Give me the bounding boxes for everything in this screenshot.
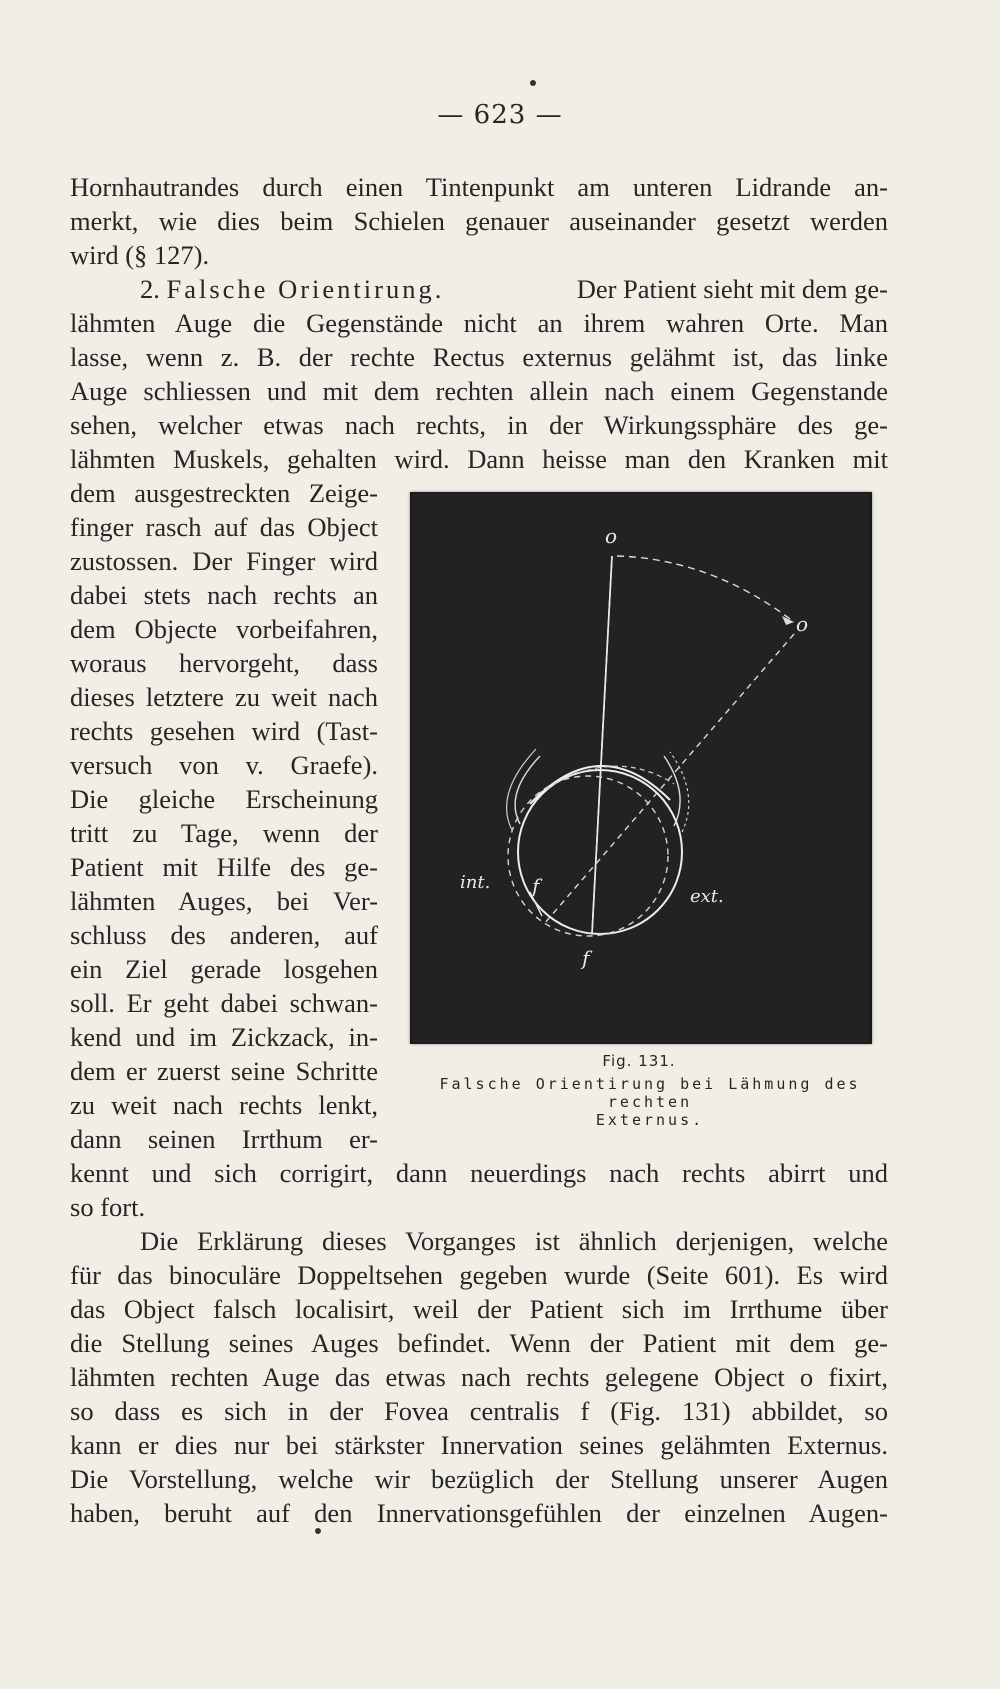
- paragraph-first-line: Die Erklärung dieses Vorganges ist ähnlich derjenigen, welche: [140, 1226, 888, 1256]
- text-line: kend und im Zickzack, in-: [70, 1022, 378, 1052]
- figure-number: Fig. 131.: [602, 1052, 676, 1070]
- text-line: sehen, welcher etwas nach rechts, in der Wirkungssphäre des ge-: [70, 410, 888, 440]
- text-line: rechts gesehen wird (Tast-: [70, 716, 378, 746]
- text-line: lähmten Muskels, gehalten wird. Dann heisse man den Kranken mit: [70, 444, 888, 474]
- text-line: lähmten Auges, bei Ver-: [70, 886, 378, 916]
- text-line: das Object falsch localisirt, weil der Patient sich im Irrthume über: [70, 1294, 888, 1324]
- muscle-externus: [664, 756, 680, 826]
- eye-diagram: [412, 494, 870, 1042]
- text-line: tritt zu Tage, wenn der: [70, 818, 378, 848]
- text-line: lähmten rechten Auge das etwas nach rechts gelegene Object o fixirt,: [70, 1362, 888, 1392]
- text-line: so fort.: [70, 1192, 146, 1222]
- text-line: kann er dies nur bei stärkster Innervation seines gelähmten Externus.: [70, 1430, 888, 1460]
- label-fovea-bottom: f: [582, 946, 590, 970]
- text-line: soll. Er geht dabei schwan-: [70, 988, 378, 1018]
- text-line: zu weit nach rechts lenkt,: [70, 1090, 378, 1120]
- text-line: ein Ziel gerade losgehen: [70, 954, 378, 984]
- text-line: wird (§ 127).: [70, 240, 210, 270]
- text-line: merkt, wie dies beim Schielen genauer auseinander gesetzt werden: [70, 206, 888, 236]
- text-line: schluss des anderen, auf: [70, 920, 378, 950]
- text-line: so dass es sich in der Fovea centralis f (Fig. 131) abbildet, so: [70, 1396, 888, 1426]
- text-line: woraus hervorgeht, dass: [70, 648, 378, 678]
- text-line: versuch von v. Graefe).: [70, 750, 378, 780]
- label-int: int.: [460, 872, 491, 893]
- text-line: Die Vorstellung, welche wir bezüglich der Stellung unserer Augen: [70, 1464, 888, 1494]
- section-number: 2.: [140, 274, 160, 304]
- label-object-true: o: [605, 524, 618, 548]
- eye-circle-dashed: [508, 776, 668, 936]
- text-line: haben, beruht auf den Innervationsgefühlen der einzelnen Augen-: [70, 1498, 888, 1528]
- section-heading: [140, 272, 444, 306]
- text-line: dann seinen Irrthum er-: [70, 1124, 378, 1154]
- ink-speck: [530, 80, 536, 86]
- text-line: lasse, wenn z. B. der rechte Rectus externus gelähmt ist, das linke: [70, 342, 888, 372]
- label-ext: ext.: [690, 886, 724, 907]
- figure-131: [410, 492, 872, 1044]
- visual-axis-line: [592, 556, 612, 934]
- caption-line: Falsche Orientirung bei Lähmung des rechten: [439, 1075, 861, 1111]
- text-line: dem er zuerst seine Schritte: [70, 1056, 378, 1086]
- text-line: die Stellung seines Auges befindet. Wenn der Patient mit dem ge-: [70, 1328, 888, 1358]
- text-line: Die gleiche Erscheinung: [70, 784, 378, 814]
- text-line: lähmten Auge die Gegenstände nicht an ihrem wahren Orte. Man: [70, 308, 888, 338]
- text-line: Patient mit Hilfe des ge-: [70, 852, 378, 882]
- text-line: Auge schliessen und mit dem rechten allein nach einem Gegenstande: [70, 376, 888, 406]
- caption-line: Externus.: [595, 1111, 705, 1129]
- page-number: — 623 —: [437, 100, 563, 130]
- muscle-internus-2: [507, 749, 536, 830]
- text-line: dieses letztere zu weit nach: [70, 682, 378, 712]
- rotation-arc: [617, 556, 794, 622]
- text-line: Hornhautrandes durch einen Tintenpunkt am unteren Lidrande an-: [70, 172, 888, 202]
- text-line: Der Patient sieht mit dem ge-: [576, 274, 888, 304]
- text-line: dabei stets nach rechts an: [70, 580, 378, 610]
- text-line: zustossen. Der Finger wird: [70, 546, 378, 576]
- ink-speck: [315, 1528, 321, 1534]
- text-line: kennt und sich corrigirt, dann neuerdings nach rechts abirrt und: [70, 1158, 888, 1188]
- label-object-apparent: o: [796, 612, 809, 636]
- projection-line: [544, 634, 794, 924]
- text-line: für das binoculäre Doppeltsehen gegeben wurde (Seite 601). Es wird: [70, 1260, 888, 1290]
- text-line: dem ausgestreckten Zeige-: [70, 478, 378, 508]
- label-fovea-inner: f: [532, 874, 540, 898]
- section-heading-line: [140, 272, 888, 306]
- text-line: finger rasch auf das Object: [70, 512, 378, 542]
- section-title: Falsche Orientirung.: [166, 274, 445, 304]
- figure-caption: [410, 1075, 890, 1129]
- text-line: dem Objecte vorbeifahren,: [70, 614, 378, 644]
